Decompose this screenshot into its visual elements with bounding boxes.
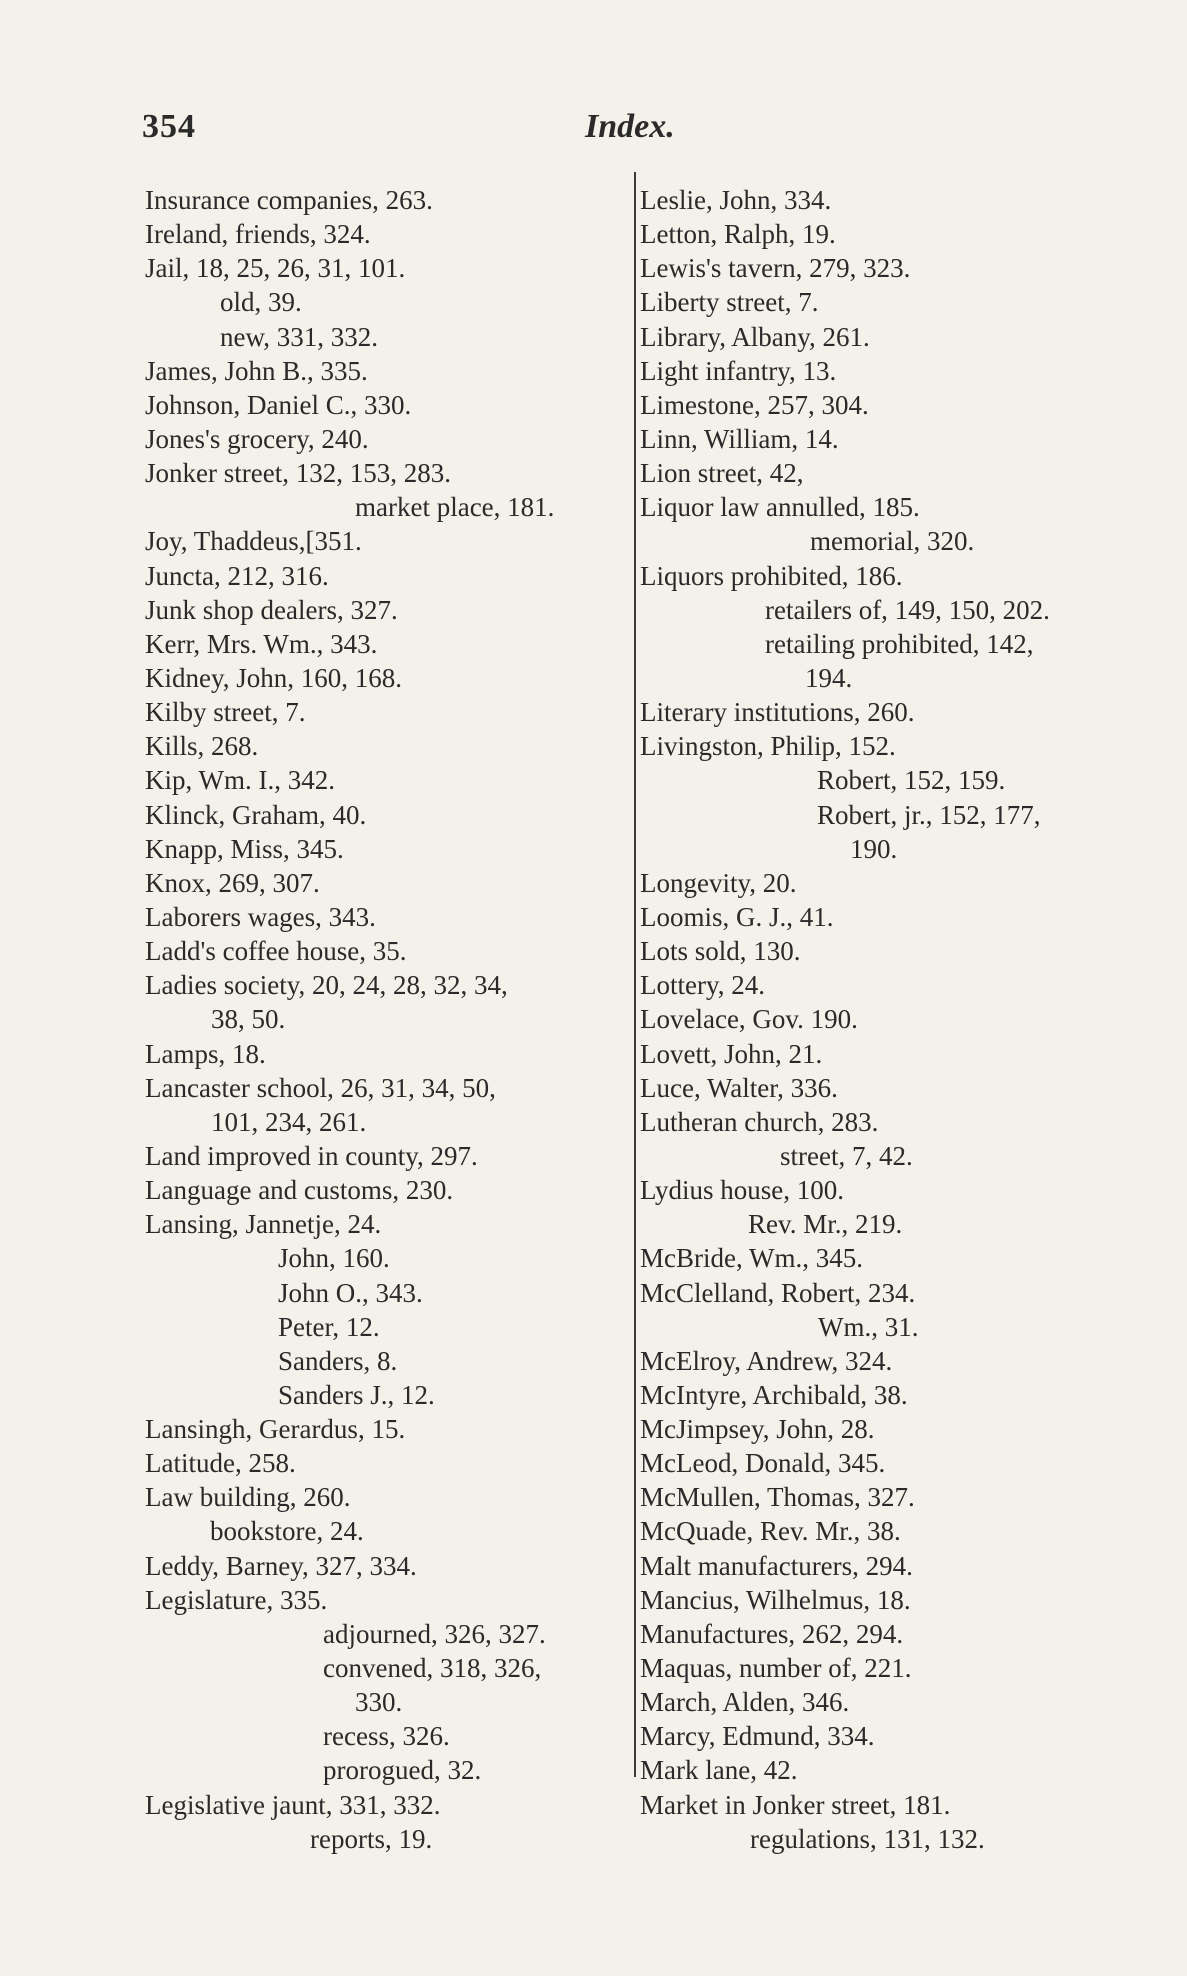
index-entry: market place, 181.: [355, 492, 555, 523]
index-entry: Sanders J., 12.: [278, 1379, 435, 1410]
index-entry: Ireland, friends, 324.: [145, 219, 371, 250]
index-entry: Loomis, G. J., 41.: [640, 901, 834, 932]
index-entry: Liquor law annulled, 185.: [640, 492, 920, 523]
index-entry: recess, 326.: [323, 1721, 450, 1752]
index-entry: convened, 318, 326,: [323, 1653, 542, 1684]
index-entry: street, 7, 42.: [780, 1140, 913, 1171]
index-entry: Legislature, 335.: [145, 1584, 328, 1615]
index-entry: Juncta, 212, 316.: [145, 560, 329, 591]
index-entry: Robert, 152, 159.: [817, 765, 1006, 796]
index-entry: Language and customs, 230.: [145, 1175, 454, 1206]
index-entry: Liberty street, 7.: [640, 287, 819, 318]
index-entry: Knapp, Miss, 345.: [145, 833, 344, 864]
index-entry: adjourned, 326, 327.: [323, 1618, 546, 1649]
index-entry: memorial, 320.: [810, 526, 975, 557]
index-entry: Kilby street, 7.: [145, 697, 306, 728]
index-entry: Literary institutions, 260.: [640, 697, 915, 728]
index-entry: Kip, Wm. I., 342.: [145, 765, 335, 796]
index-entry: John O., 343.: [278, 1277, 423, 1308]
index-entry: bookstore, 24.: [210, 1516, 364, 1547]
index-entry: Klinck, Graham, 40.: [145, 799, 367, 830]
index-entry: Kills, 268.: [145, 731, 259, 762]
index-entry: Peter, 12.: [278, 1311, 380, 1342]
index-entry: Letton, Ralph, 19.: [640, 219, 836, 250]
index-entry: Lewis's tavern, 279, 323.: [640, 253, 911, 284]
index-entry: Lots sold, 130.: [640, 936, 801, 967]
index-entry: Lancaster school, 26, 31, 34, 50,: [145, 1072, 496, 1103]
index-entry: Lion street, 42,: [640, 458, 804, 489]
index-entry: Rev. Mr., 219.: [748, 1209, 903, 1240]
page-header: [0, 0, 1187, 160]
index-entry: 101, 234, 261.: [211, 1106, 367, 1137]
index-entry: Maquas, number of, 221.: [640, 1653, 912, 1684]
index-entry: Johnson, Daniel C., 330.: [145, 389, 412, 420]
index-entry: Lottery, 24.: [640, 970, 765, 1001]
index-entry: Library, Albany, 261.: [640, 321, 870, 352]
index-entry: Kidney, John, 160, 168.: [145, 662, 402, 693]
index-entry: reports, 19.: [310, 1823, 433, 1854]
index-entry: Lovett, John, 21.: [640, 1038, 823, 1069]
index-entry: Robert, jr., 152, 177,: [817, 799, 1041, 830]
index-entry: Sanders, 8.: [278, 1345, 398, 1376]
index-entry: regulations, 131, 132.: [750, 1823, 985, 1854]
index-entry: Linn, William, 14.: [640, 423, 839, 454]
index-entry: Mark lane, 42.: [640, 1755, 798, 1786]
index-entry: McIntyre, Archibald, 38.: [640, 1379, 908, 1410]
index-entry: Lydius house, 100.: [640, 1175, 845, 1206]
index-entry: March, Alden, 346.: [640, 1687, 850, 1718]
index-entry: Ladies society, 20, 24, 28, 32, 34,: [145, 970, 508, 1001]
index-entry: Limestone, 257, 304.: [640, 389, 869, 420]
index-entry: new, 331, 332.: [220, 321, 378, 352]
index-entry: Lansingh, Gerardus, 15.: [145, 1414, 406, 1445]
index-entry: Leslie, John, 334.: [640, 185, 832, 215]
index-entry: Law building, 260.: [145, 1482, 351, 1513]
index-entry: old, 39.: [220, 287, 302, 318]
index-entry: Lamps, 18.: [145, 1038, 266, 1069]
index-entry: Insurance companies, 263.: [145, 185, 433, 215]
index-entry: Laborers wages, 343.: [145, 901, 376, 932]
index-entry: Jail, 18, 25, 26, 31, 101.: [145, 253, 406, 284]
index-entry: Leddy, Barney, 327, 334.: [145, 1550, 417, 1581]
column-divider: [634, 172, 636, 1777]
index-entry: Manufactures, 262, 294.: [640, 1618, 904, 1649]
index-entry: McLeod, Donald, 345.: [640, 1448, 886, 1479]
index-entry: Knox, 269, 307.: [145, 867, 320, 898]
index-entry: 38, 50.: [211, 1004, 286, 1035]
index-entry: McJimpsey, John, 28.: [640, 1414, 875, 1445]
index-entry: McElroy, Andrew, 324.: [640, 1345, 893, 1376]
index-entry: McMullen, Thomas, 327.: [640, 1482, 915, 1513]
index-entry: Lutheran church, 283.: [640, 1106, 879, 1137]
index-entry: Junk shop dealers, 327.: [145, 594, 398, 625]
index-entry: Lansing, Jannetje, 24.: [145, 1209, 382, 1240]
index-entry: James, John B., 335.: [145, 355, 368, 386]
index-entry: Liquors prohibited, 186.: [640, 560, 903, 591]
index-entry: 330.: [355, 1687, 403, 1718]
index-entry: McBride, Wm., 345.: [640, 1243, 863, 1274]
index-entry: Legislative jaunt, 331, 332.: [145, 1789, 441, 1820]
index-entry: John, 160.: [278, 1243, 390, 1274]
index-entry: Ladd's coffee house, 35.: [145, 936, 407, 967]
index-entry: 190.: [850, 833, 898, 864]
index-entry: Malt manufacturers, 294.: [640, 1550, 913, 1581]
index-entry: Joy, Thaddeus,[351.: [145, 526, 362, 557]
index-entry: Jones's grocery, 240.: [145, 423, 369, 454]
index-entry: Market in Jonker street, 181.: [640, 1789, 951, 1820]
index-entry: retailers of, 149, 150, 202.: [765, 594, 1050, 625]
index-entry: Livingston, Philip, 152.: [640, 731, 896, 762]
index-entry: Marcy, Edmund, 334.: [640, 1721, 875, 1752]
index-entry: retailing prohibited, 142,: [765, 628, 1034, 659]
page-number: 354: [142, 108, 196, 145]
index-entry: McQuade, Rev. Mr., 38.: [640, 1516, 901, 1547]
index-entry: Luce, Walter, 336.: [640, 1072, 838, 1103]
index-entry: McClelland, Robert, 234.: [640, 1277, 916, 1308]
index-entry: Jonker street, 132, 153, 283.: [145, 458, 451, 489]
index-entry: Light infantry, 13.: [640, 355, 837, 386]
index-column-right: [640, 183, 1160, 1856]
index-entry: Kerr, Mrs. Wm., 343.: [145, 628, 378, 659]
index-entry: Longevity, 20.: [640, 867, 797, 898]
index-entry: Lovelace, Gov. 190.: [640, 1004, 858, 1035]
index-entry: 194.: [805, 662, 853, 693]
index-entry: Latitude, 258.: [145, 1448, 296, 1479]
index-entry: Wm., 31.: [818, 1311, 919, 1342]
index-entry: Land improved in county, 297.: [145, 1140, 478, 1171]
running-head: Index.: [585, 108, 675, 145]
index-entry: Mancius, Wilhelmus, 18.: [640, 1584, 911, 1615]
index-column-left: [145, 183, 630, 1856]
index-entry: prorogued, 32.: [323, 1755, 482, 1786]
